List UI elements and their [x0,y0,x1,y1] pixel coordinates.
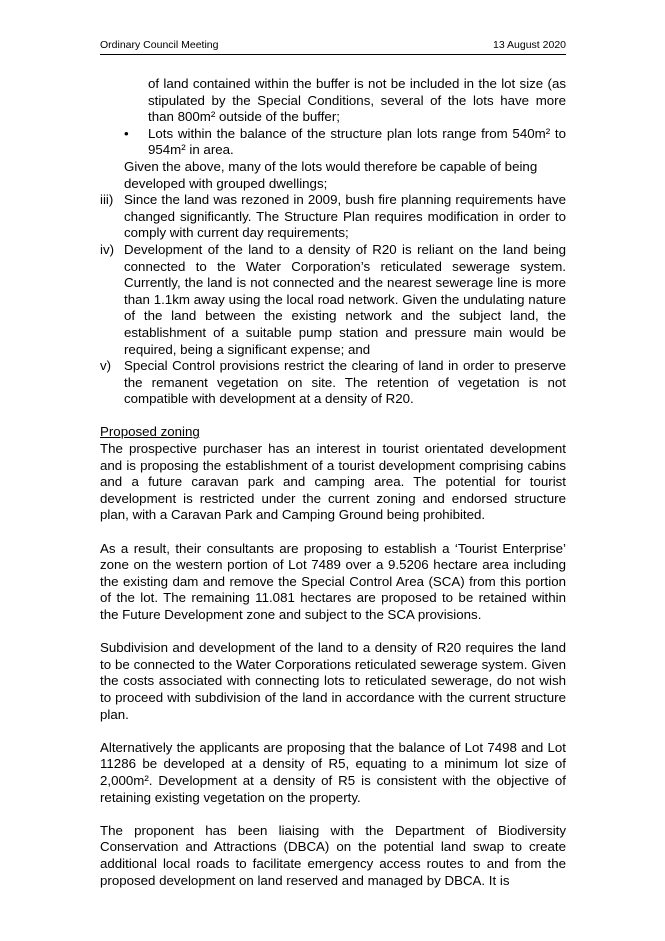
paragraph: As a result, their consultants are proposing to establish a ‘Tourist Enterprise’ zone on the western portion of Lot 7489 over a 9.5206 hectare area including the existing dam and remove the Special Control Area (SCA) from this portion of the lot. The remaining 11.081 hectares are proposed to be retained within the Future Development zone and subject to the SCA provisions. [100,540,566,622]
list-item-iv [100,242,566,358]
bullet-item [100,126,566,159]
paragraph: Subdivision and development of the land to a density of R20 requires the land to be connected to the Water Corporations reticulated sewerage system. Given the costs associated with connecting lots to reticulated sewerage, do not wish to proceed with subdivision of the land in accordance with the current structure plan. [100,640,566,722]
list-item-text: Development of the land to a density of R20 is reliant on the land being connected to the Water Corporation’s reticulated sewerage system. Currently, the land is not connected and the nearest sewerage line is more than 1.1km away using the local road network. Given the undulating nature of the land between the existing network and the subject land, the establishment of a suitable pump station and pressure main would be required, being a significant expense; and [124,241,566,357]
header-meeting-title: Ordinary Council Meeting [100,39,219,51]
list-item-text: Since the land was rezoned in 2009, bush fire planning requirements have changed significantly. The Structure Plan requires modification in order to comply with current day requirements; [124,192,566,241]
paragraph: The prospective purchaser has an interest in tourist orientated development and is proposing the establishment of a tourist development comprising cabins and a future caravan park and camping area. The potential for tourist development is restricted under the current zoning and endorsed structure plan, with a Caravan Park and Camping Ground being prohibited. [100,441,566,523]
page-header [100,38,566,55]
paragraph: Alternatively the applicants are proposing that the balance of Lot 7498 and Lot 11286 be developed at a density of R5, equating to a minimum lot size of 2,000m². Development at a density of R5 is consistent with the objective of retaining existing vegetation on the property. [100,739,566,805]
list-number: iii) [100,192,114,208]
bullet-text: Lots within the balance of the structure plan lots range from 540m² to 954m² in area. [148,125,566,158]
list-item-iii [100,192,566,242]
continued-bullet-text: of land contained within the buffer is not be included in the lot size (as stipulated by the Special Conditions, several of the lots have more than 800m² outside of the buffer; [148,76,566,125]
list-item-text: Special Control provisions restrict the clearing of land in order to preserve the remanent vegetation on site. The retention of vegetation is not compatible with development at a density of R20. [124,358,566,407]
section-heading: Proposed zoning [100,424,200,440]
header-date: 13 August 2020 [493,39,566,51]
list-item-v [100,358,566,408]
list-number: v) [100,358,112,374]
document-body [100,76,566,889]
list-number: iv) [100,241,115,257]
bullet-icon: • [124,125,129,141]
given-above-text: Given the above, many of the lots would therefore be capable of being developed with grouped dwellings; [124,158,538,191]
paragraph: The proponent has been liaising with the Department of Biodiversity Conservation and Attractions (DBCA) on the potential land swap to create additional local roads to facilitate emergency access routes to and from the proposed development on land reserved and managed by DBCA. It is [100,822,566,888]
